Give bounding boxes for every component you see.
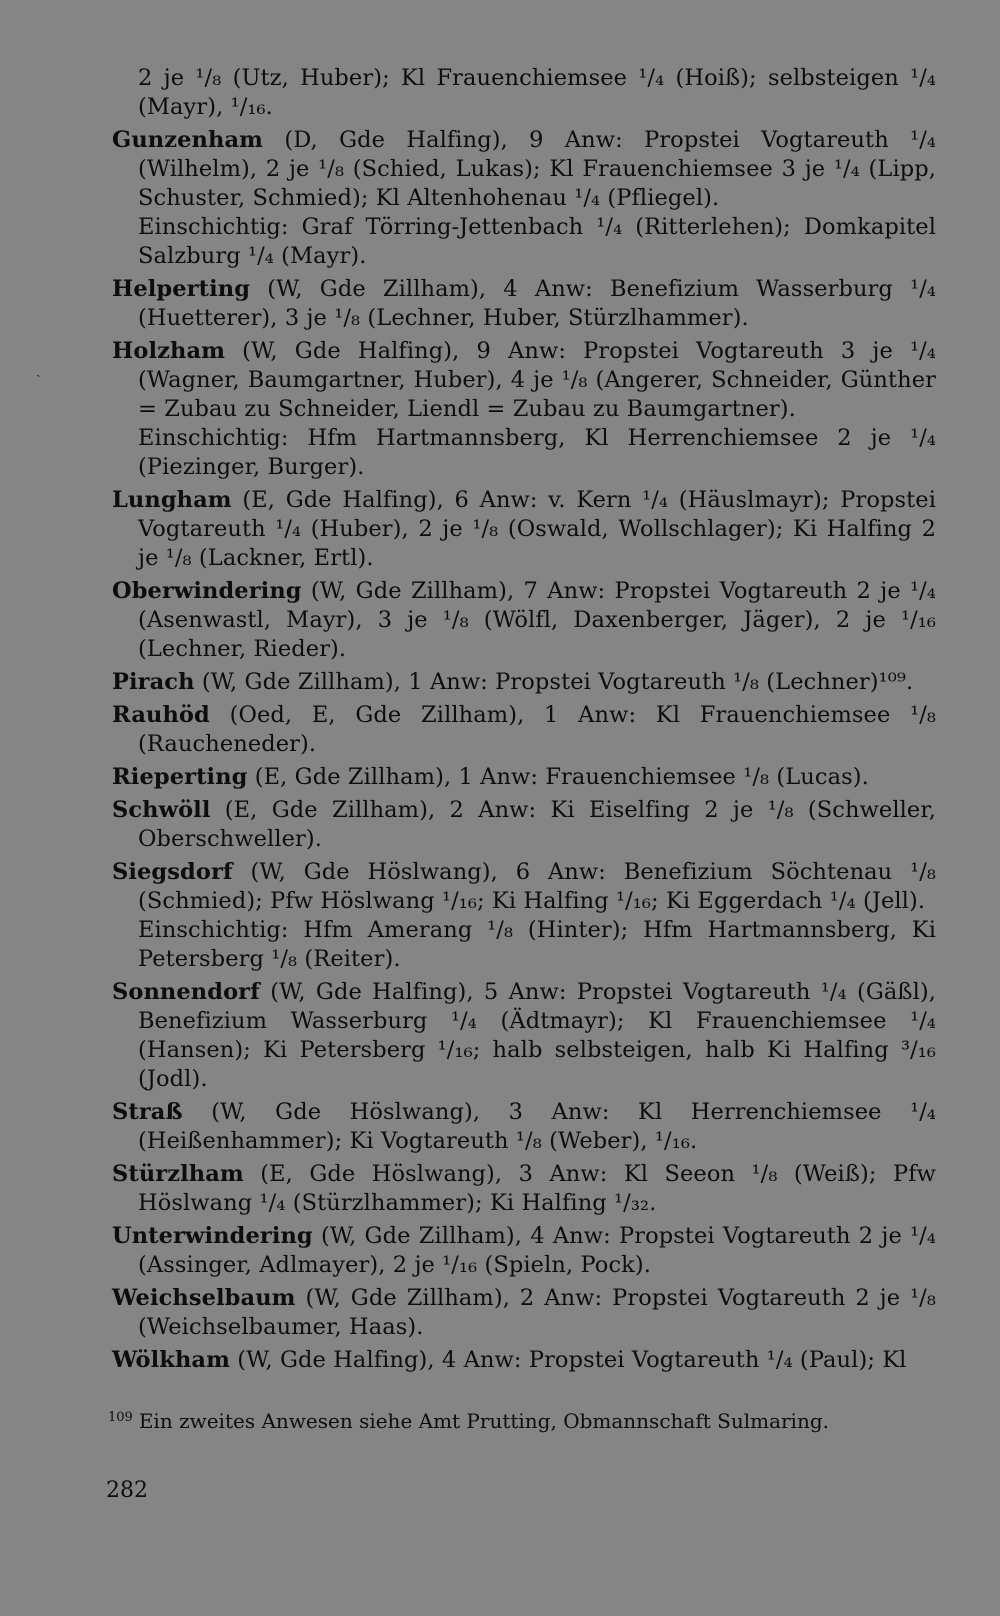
footnote-number: 109 <box>108 1410 133 1425</box>
entry-place-name: Unterwindering <box>112 1223 313 1249</box>
entry-text: (W, Gde Zillham), 2 Anw: Propstei Vogtareuth 2 je ¹/₈ (Weichselbaumer, Haas). <box>138 1285 936 1340</box>
entry-place-name: Stürzlham <box>112 1161 244 1187</box>
entry-place-name: Wölkham <box>112 1347 231 1373</box>
entry-einschichtig: Einschichtig: Hfm Hartmannsberg, Kl Herrenchiemsee 2 je ¹/₄ (Piezinger, Burger). <box>138 425 936 480</box>
entry-list <box>112 64 936 1379</box>
entry-text: (W, Gde Halfing), 5 Anw: Propstei Vogtareuth ¹/₄ (Gäßl), Benefizium Wasserburg ¹/₄ (Ädtmayr); Kl Frauenchiemsee ¹/₄ (Hansen); Ki Petersberg ¹/₁₆; halb selbsteigen, halb Ki Halfing ³/₁₆ (Jodl). <box>138 979 936 1092</box>
entry-place-name: Holzham <box>112 338 226 364</box>
entry-text: (W, Gde Zillham), 4 Anw: Benefizium Wasserburg ¹/₄ (Huetterer), 3 je ¹/₈ (Lechner, Huber, Stürzlhammer). <box>138 276 936 331</box>
entry-strass <box>112 1098 936 1156</box>
entry-unterwindering <box>112 1222 936 1280</box>
entry-text: (W, Gde Zillham), 4 Anw: Propstei Vogtareuth 2 je ¹/₄ (Assinger, Adlmayer), 2 je ¹/₁₆ (Spieln, Pock). <box>138 1223 936 1278</box>
stray-mark: ˎ <box>36 362 41 378</box>
entry-sonnendorf <box>112 978 936 1094</box>
entry-text: (E, Gde Zillham), 2 Anw: Ki Eiselfing 2 je ¹/₈ (Schweller, Oberschweller). <box>138 797 936 852</box>
entry-place-name: Helperting <box>112 276 251 302</box>
entry-text: (W, Gde Halfing), 4 Anw: Propstei Vogtareuth ¹/₄ (Paul); Kl <box>230 1347 907 1373</box>
entry-stuerzlham <box>112 1160 936 1218</box>
entry-place-name: Lungham <box>112 487 232 513</box>
entry-place-name: Pirach <box>112 669 195 695</box>
entry-rauhoed <box>112 701 936 759</box>
entry-text: (W, Gde Zillham), 7 Anw: Propstei Vogtareuth 2 je ¹/₄ (Asenwastl, Mayr), 3 je ¹/₈ (Wölfl, Daxenberger, Jäger), 2 je ¹/₁₆ (Lechner, Rieder). <box>138 578 936 662</box>
entry-place-name: Weichselbaum <box>112 1285 296 1311</box>
entry-schwoell <box>112 796 936 854</box>
entry-rieperting <box>112 763 936 792</box>
entry-helperting <box>112 275 936 333</box>
entry-place-name: Rieperting <box>112 764 248 790</box>
entry-woelkham <box>112 1346 936 1375</box>
entry-place-name: Sonnendorf <box>112 979 260 1005</box>
entry-gunzenham <box>112 126 936 271</box>
footnote-text: Ein zweites Anwesen siehe Amt Prutting, Obmannschaft Sulmaring. <box>138 1409 829 1433</box>
entry-text: 2 je ¹/₈ (Utz, Huber); Kl Frauenchiemsee ¹/₄ (Hoiß); selbsteigen ¹/₄ (Mayr), ¹/₁₆. <box>138 65 936 120</box>
entry-text: (W, Gde Zillham), 1 Anw: Propstei Vogtareuth ¹/₈ (Lechner)¹⁰⁹. <box>194 669 914 695</box>
entry-pirach <box>112 668 936 697</box>
entry-place-name: Oberwindering <box>112 578 302 604</box>
entry-einschichtig: Einschichtig: Graf Törring-Jettenbach ¹/₄ (Ritterlehen); Domkapitel Salzburg ¹/₄ (Mayr). <box>138 214 936 269</box>
entry-place-name: Schwöll <box>112 797 211 823</box>
entry-place-name: Rauhöd <box>112 702 210 728</box>
entry-oberwindering <box>112 577 936 664</box>
entry-weichselbaum <box>112 1284 936 1342</box>
entry-place-name: Siegsdorf <box>112 859 233 885</box>
entry-continuation <box>112 64 936 122</box>
footnote <box>108 1405 938 1434</box>
entry-text: (E, Gde Höslwang), 3 Anw: Kl Seeon ¹/₈ (Weiß); Pfw Höslwang ¹/₄ (Stürzlhammer); Ki Halfing ¹/₃₂. <box>138 1161 936 1216</box>
entry-text: (D, Gde Halfing), 9 Anw: Propstei Vogtareuth ¹/₄ (Wilhelm), 2 je ¹/₈ (Schied, Lukas); Kl Frauenchiemsee 3 je ¹/₄ (Lipp, Schuster, Schmied); Kl Altenhohenau ¹/₄ (Pfliegel). <box>138 127 936 211</box>
entry-text: (W, Gde Höslwang), 6 Anw: Benefizium Söchtenau ¹/₈ (Schmied); Pfw Höslwang ¹/₁₆; Ki Halfing ¹/₁₆; Ki Eggerdach ¹/₄ (Jell). <box>138 859 936 914</box>
entry-place-name: Straß <box>112 1099 183 1125</box>
page-number: 282 <box>106 1478 148 1503</box>
entry-siegsdorf <box>112 858 936 974</box>
entry-text: (Oed, E, Gde Zillham), 1 Anw: Kl Frauenchiemsee ¹/₈ (Raucheneder). <box>138 702 936 757</box>
entry-text: (W, Gde Halfing), 9 Anw: Propstei Vogtareuth 3 je ¹/₄ (Wagner, Baumgartner, Huber), 4 je ¹/₈ (Angerer, Schneider, Günther = Zubau zu Schneider, Liendl = Zubau zu Baumgartner). <box>138 338 936 422</box>
entry-holzham <box>112 337 936 482</box>
entry-place-name: Gunzenham <box>112 127 264 153</box>
entry-text: (W, Gde Höslwang), 3 Anw: Kl Herrenchiemsee ¹/₄ (Heißenhammer); Ki Vogtareuth ¹/₈ (Weber), ¹/₁₆. <box>138 1099 936 1154</box>
entry-text: (E, Gde Zillham), 1 Anw: Frauenchiemsee ¹/₈ (Lucas). <box>247 764 869 790</box>
entry-einschichtig: Einschichtig: Hfm Amerang ¹/₈ (Hinter); Hfm Hartmannsberg, Ki Petersberg ¹/₈ (Reiter). <box>138 917 936 972</box>
entry-lungham <box>112 486 936 573</box>
entry-text: (E, Gde Halfing), 6 Anw: v. Kern ¹/₄ (Häuslmayr); Propstei Vogtareuth ¹/₄ (Huber), 2 je ¹/₈ (Oswald, Wollschlager); Ki Halfing 2 je ¹/₈ (Lackner, Ertl). <box>138 487 936 571</box>
